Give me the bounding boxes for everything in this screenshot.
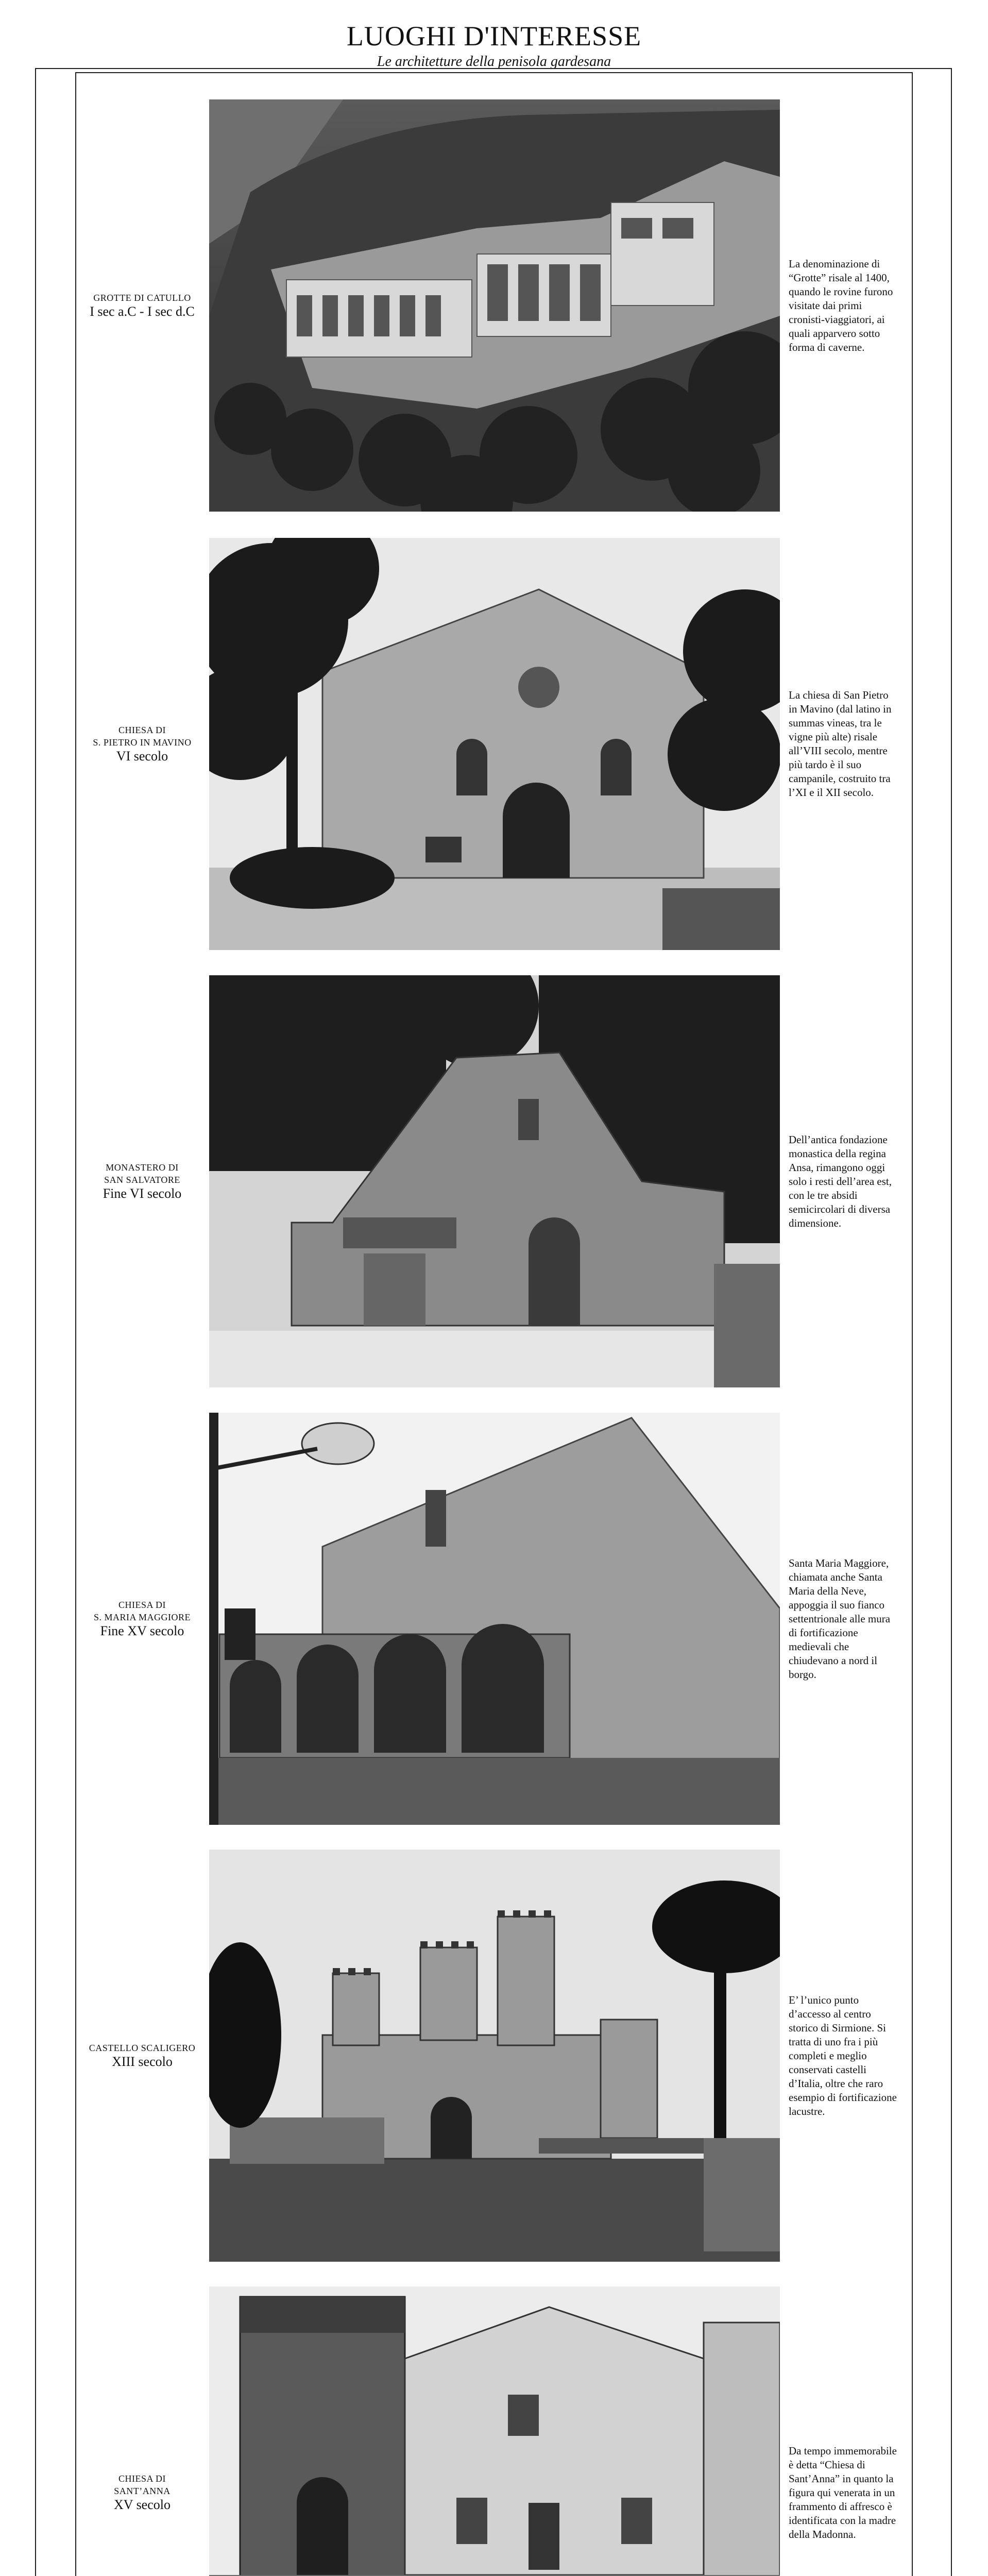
section-label: [75, 975, 209, 1387]
section-santa-maria-maggiore: [75, 1413, 913, 1825]
label-line1: CASTELLO SCALIGERO: [89, 2043, 196, 2053]
section-label: [75, 538, 209, 950]
section-grotte-di-catullo: [75, 99, 913, 512]
section-description: [789, 99, 897, 512]
section-label: [75, 1413, 209, 1825]
label-date: I sec a.C - I sec d.C: [90, 304, 195, 319]
label-date: XIII secolo: [112, 2054, 173, 2069]
label-line1: CHIESA DI: [118, 2473, 166, 2484]
monastery-ruins-image: [209, 975, 780, 1387]
roman-villa-ruins-image: [209, 99, 780, 512]
label-line2: SAN SALVATORE: [104, 1175, 180, 1185]
section-castello-scaligero: [75, 1850, 913, 2262]
label-line2: SANT’ANNA: [114, 2486, 171, 2496]
small-church-image: [209, 2286, 780, 2576]
section-label: [75, 99, 209, 512]
section-san-pietro-in-mavino: [75, 538, 913, 950]
label-line1: CHIESA DI: [118, 725, 166, 735]
church-facade-image: [209, 538, 780, 950]
section-description: [789, 1850, 897, 2262]
description-text: E’ l’unico punto d’accesso al centro storico di Sirmione. Si tratta di uno fra i più completi e meglio conservati castelli d’Italia, oltre che raro esempio di fortificazione lacustre.: [789, 1993, 897, 2117]
section-label: [75, 2286, 209, 2576]
label-date: VI secolo: [116, 749, 168, 764]
label-line1: GROTTE DI CATULLO: [93, 293, 191, 303]
label-date: XV secolo: [113, 2497, 171, 2512]
label-line2: S. PIETRO IN MAVINO: [93, 737, 192, 748]
label-date: Fine VI secolo: [103, 1186, 182, 1201]
page-subtitle: Le architetture della penisola gardesana: [377, 54, 611, 70]
section-description: [789, 975, 897, 1387]
section-description: [789, 538, 897, 950]
label-line1: MONASTERO DI: [106, 1162, 179, 1173]
page-title: LUOGHI D'INTERESSE: [346, 21, 642, 52]
description-text: La chiesa di San Pietro in Mavino (dal latino in summas vineas, tra le vigne più alte) risale all’VIII secolo, mentre più tardo è il suo campanile, costruito tra l’XI e il XII secolo.: [789, 689, 892, 799]
description-text: Santa Maria Maggiore, chiamata anche Santa Maria della Neve, appoggia il suo fianco settentrionale alle mura di fortificazione medievali che chiudevano a nord il borgo.: [789, 1556, 891, 1681]
section-description: [789, 2286, 897, 2576]
page-header: [0, 21, 988, 71]
description-text: Da tempo immemorabile è detta “Chiesa di Sant’Anna” in quanto la figura qui venerata in un frammento di affresco è identificata con la madre della Madonna.: [789, 2444, 897, 2540]
section-description: [789, 1413, 897, 1825]
section-monastero-san-salvatore: [75, 975, 913, 1387]
label-line1: CHIESA DI: [118, 1600, 166, 1610]
castle-moat-image: [209, 1850, 780, 2262]
label-line2: S. MARIA MAGGIORE: [93, 1612, 191, 1622]
description-text: Dell’antica fondazione monastica della regina Ansa, rimangono oggi solo i resti dell’area est, con le tre absidi semicircolari di diversa dimensione.: [789, 1133, 892, 1229]
section-sant-anna: [75, 2286, 913, 2576]
description-text: La denominazione di “Grotte” risale al 1400, quando le rovine furono visitate dai primi cronisti-viaggiatori, ai quali apparvero sotto forma di caverne.: [789, 257, 893, 353]
church-portico-image: [209, 1413, 780, 1825]
section-label: [75, 1850, 209, 2262]
label-date: Fine XV secolo: [100, 1623, 184, 1638]
